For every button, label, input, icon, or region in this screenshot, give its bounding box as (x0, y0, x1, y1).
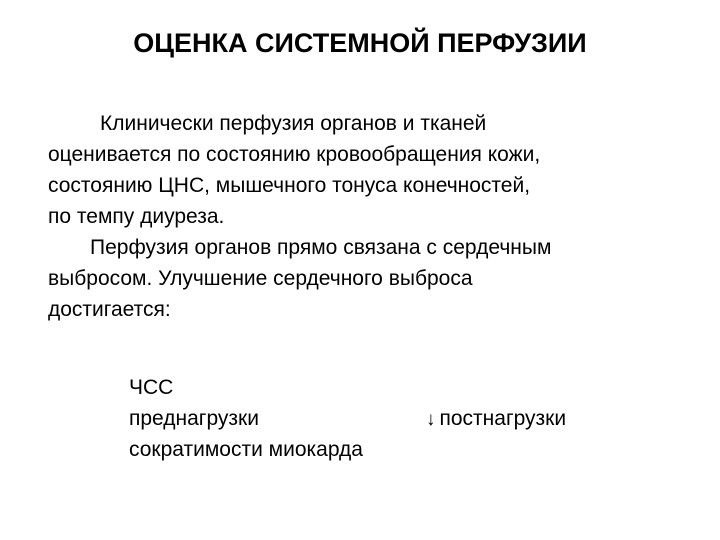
paragraph2-line-1: Перфузия органов прямо связана с сердечным (90, 236, 552, 259)
paragraph1-line-2: оценивается по состоянию кровообращения кожи, (48, 143, 541, 166)
paragraph1-line-4: по темпу диуреза. (48, 205, 225, 228)
afterload-label: постнагрузки (439, 407, 567, 430)
paragraph2-line-3: достигается: (48, 298, 171, 321)
paragraph1-line-1: Клинически перфузия органов и тканей (100, 112, 487, 135)
paragraph1-line-3: состоянию ЦНС, мышечного тонуса конечностей, (48, 174, 531, 197)
list-item (129, 434, 649, 465)
list-item (129, 372, 649, 403)
list-item-preload: преднагрузки (129, 407, 259, 430)
factor-list (129, 372, 649, 465)
list-item-heart-rate: ЧСС (129, 376, 174, 399)
list-item-contractility: сократимости миокарда (129, 438, 363, 461)
list-item-afterload (426, 403, 566, 435)
slide-body (48, 108, 668, 325)
paragraph2-line-2: выбросом. Улучшение сердечного выброса (48, 267, 473, 290)
list-item (129, 403, 649, 434)
slide-title: ОЦЕНКА СИСТЕМНОЙ ПЕРФУЗИИ (133, 28, 587, 58)
arrow-down-icon: ↓ (426, 409, 436, 430)
